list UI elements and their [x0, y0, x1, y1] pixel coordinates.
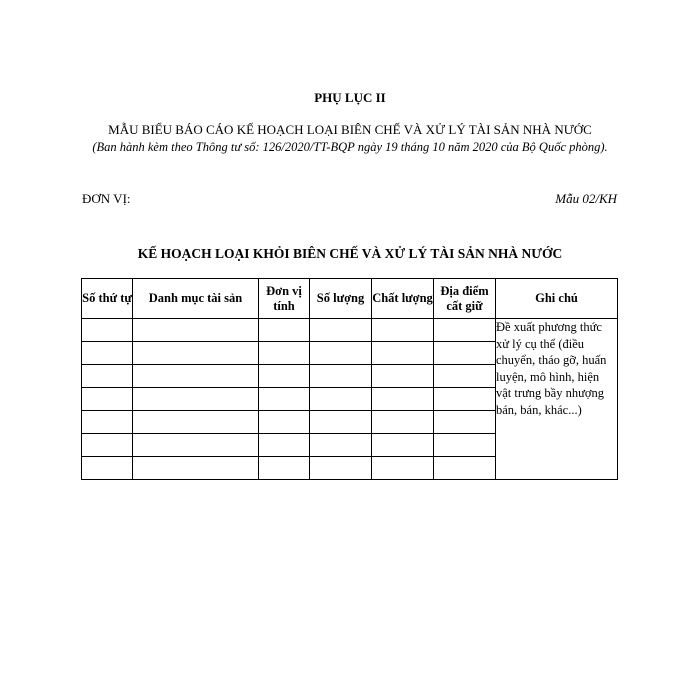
- table-cell: [310, 365, 372, 388]
- unit-label: ĐƠN VỊ:: [82, 191, 131, 206]
- table-cell: [259, 411, 310, 434]
- table-cell: [372, 319, 434, 342]
- table-cell: [372, 457, 434, 480]
- header-quality: Chất lượng: [372, 279, 434, 319]
- header-order: Số thứ tự: [82, 279, 133, 319]
- table-cell: [372, 434, 434, 457]
- header-asset-list: Danh mục tài sản: [133, 279, 259, 319]
- table-cell: [372, 411, 434, 434]
- table-cell: [310, 434, 372, 457]
- table-cell: [259, 457, 310, 480]
- table-cell: [434, 457, 496, 480]
- table-cell: [259, 365, 310, 388]
- header-note: Ghi chú: [496, 279, 618, 319]
- note-cell: Đề xuất phương thức xử lý cụ thể (điều chuyển, tháo gỡ, huấn luyện, mô hình, hiện vật trưng bầy nhượng bán, bán, khác...): [496, 319, 618, 480]
- table-cell: [259, 434, 310, 457]
- table-cell: [82, 342, 133, 365]
- table-cell: [133, 342, 259, 365]
- table-row: [82, 319, 618, 342]
- table-cell: [82, 457, 133, 480]
- header-quantity: Số lượng: [310, 279, 372, 319]
- table-cell: [434, 319, 496, 342]
- table-cell: [133, 365, 259, 388]
- table-cell: [82, 388, 133, 411]
- table-cell: [259, 342, 310, 365]
- table-cell: [372, 388, 434, 411]
- table-cell: [434, 434, 496, 457]
- table-header-row: [82, 279, 618, 319]
- table-cell: [434, 411, 496, 434]
- table-cell: [434, 342, 496, 365]
- appendix-title: PHỤ LỤC II: [314, 90, 386, 105]
- table-cell: [133, 457, 259, 480]
- form-title: MẪU BIỂU BÁO CÁO KẾ HOẠCH LOẠI BIÊN CHẾ VÀ XỬ LÝ TÀI SẢN NHÀ NƯỚC: [108, 122, 592, 137]
- header-unit: Đơn vị tính: [259, 279, 310, 319]
- table-cell: [310, 319, 372, 342]
- table-cell: [82, 434, 133, 457]
- header-storage-location: Địa điểm cất giữ: [434, 279, 496, 319]
- issued-note: (Ban hành kèm theo Thông tư số: 126/2020/TT-BQP ngày 19 tháng 10 năm 2020 của Bộ Quốc phòng).: [92, 140, 608, 154]
- table-cell: [133, 319, 259, 342]
- plan-title: KẾ HOẠCH LOẠI KHỎI BIÊN CHẾ VÀ XỬ LÝ TÀI SẢN NHÀ NƯỚC: [137, 246, 563, 261]
- table-cell: [82, 365, 133, 388]
- table-cell: [259, 388, 310, 411]
- table-cell: [434, 365, 496, 388]
- table-cell: [133, 434, 259, 457]
- asset-table: [81, 278, 618, 480]
- table-cell: [82, 411, 133, 434]
- table-cell: [133, 388, 259, 411]
- table-cell: [310, 388, 372, 411]
- table-cell: [82, 319, 133, 342]
- form-code: Mẫu 02/KH: [555, 191, 617, 206]
- table-cell: [133, 411, 259, 434]
- table-cell: [310, 342, 372, 365]
- table-cell: [310, 411, 372, 434]
- table-cell: [310, 457, 372, 480]
- table-cell: [434, 388, 496, 411]
- table-cell: [259, 319, 310, 342]
- table-cell: [372, 342, 434, 365]
- table-cell: [372, 365, 434, 388]
